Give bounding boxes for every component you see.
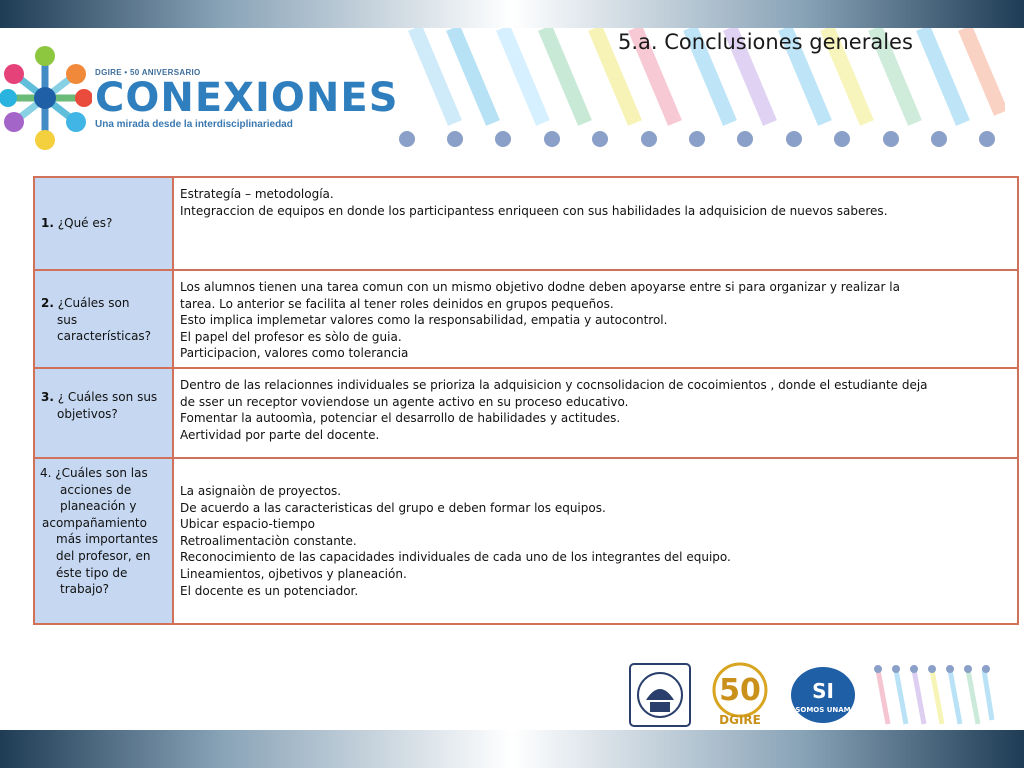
answer-cell xyxy=(173,270,1018,368)
dgire-50-logo xyxy=(714,664,766,727)
answer-line: Aertividad por parte del docente. xyxy=(180,427,380,442)
answer-line: Retroalimentaciòn constante. xyxy=(180,533,357,548)
slide-title: 5.a. Conclusiones generales xyxy=(618,30,913,54)
answer-cell xyxy=(173,458,1018,624)
logo-anniversary: DGIRE • 50 ANIVERSARIO xyxy=(95,68,201,77)
question-number: 1. xyxy=(41,216,54,230)
answer-line: Integraccion de equipos en donde los participantess enriqueen con sus habilidades la adquisicion de nuevos saberes. xyxy=(180,203,888,218)
question-number: 2. xyxy=(41,296,54,310)
answer-line: Ubicar espacio-tiempo xyxy=(180,517,315,532)
answer-line: Esto implica implemetar valores como la responsabilidad, empatia y autocontrol. xyxy=(180,313,668,328)
question-text: ¿ Cuáles son sus xyxy=(57,390,158,404)
question-text: 4. ¿Cuáles son las xyxy=(40,466,148,480)
question-text: éste tipo de xyxy=(56,565,128,580)
si-label: SI xyxy=(812,679,834,703)
question-text: ¿Qué es? xyxy=(57,216,113,230)
unam-seal-icon xyxy=(630,664,690,726)
question-number: 3. xyxy=(41,390,54,404)
answer-cell xyxy=(173,368,1018,458)
question-text: del profesor, en xyxy=(56,548,151,563)
question-text: trabajo? xyxy=(60,582,110,597)
answer-line: El docente es un potenciador. xyxy=(180,583,359,598)
si-somos-unam-logo xyxy=(791,667,855,723)
decorative-stripes-bottom xyxy=(878,670,992,724)
answer-line: Lineamientos, ojbetivos y planeación. xyxy=(180,566,407,581)
table-row xyxy=(34,270,1018,368)
question-text: sus xyxy=(57,312,78,327)
question-text: planeación y xyxy=(60,499,137,514)
logo-name: CONEXIONES xyxy=(95,75,399,121)
conexiones-logo-icon xyxy=(0,44,92,154)
answer-line: Dentro de las relacionnes individuales se prioriza la adquisicion y cocnsolidacion de cocoimientos , donde el estudiante deja xyxy=(180,378,928,392)
question-cell xyxy=(34,458,173,624)
answer-line: Participacion, valores como tolerancia xyxy=(180,346,409,361)
table-row xyxy=(34,368,1018,458)
answer-line: Los alumnos tienen una tarea comun con un mismo objetivo dodne deben apoyarse entre si para organizar y realizar la xyxy=(180,280,900,294)
answer-line: Estrategía – metodología. xyxy=(180,187,334,201)
table-row xyxy=(34,458,1018,624)
answer-line: Fomentar la autoomìa, potenciar el desarrollo de habilidades y actitudes. xyxy=(180,411,621,426)
question-cell xyxy=(34,368,173,458)
question-text: más importantes xyxy=(56,532,159,547)
footer-logos xyxy=(628,660,998,730)
si-sub-label: SOMOS UNAM xyxy=(795,706,851,714)
question-text: acompañamiento xyxy=(42,515,147,530)
answer-line: tarea. Lo anterior se facilita al tener roles deinidos en grupos pequeños. xyxy=(180,296,614,311)
dgire-label: DGIRE xyxy=(719,713,761,727)
question-text: objetivos? xyxy=(57,406,118,421)
answer-line: Reconocimiento de las capacidades individuales de cada uno de los integrantes del equipo. xyxy=(180,550,731,565)
logo-tagline: Una mirada desde la interdisciplinariedad xyxy=(95,119,293,130)
conclusions-table xyxy=(33,176,1019,625)
answer-line: El papel del profesor es sòlo de guia. xyxy=(180,329,402,344)
answer-line: La asignaiòn de proyectos. xyxy=(180,484,342,498)
answer-line: De acuerdo a las caracteristicas del grupo e deben formar los equipos. xyxy=(180,500,606,515)
top-frame-band xyxy=(0,0,1024,28)
question-cell xyxy=(34,270,173,368)
answer-cell xyxy=(173,177,1018,270)
conexiones-logo-text xyxy=(95,68,399,130)
question-text: acciones de xyxy=(60,482,132,497)
answer-line: de sser un receptor voviendose un agente activo en su proceso educativo. xyxy=(180,394,629,409)
bottom-frame-band xyxy=(0,730,1024,768)
dgire-number: 50 xyxy=(719,673,761,708)
question-text: ¿Cuáles son xyxy=(57,296,130,310)
question-cell xyxy=(34,177,173,270)
question-text: características? xyxy=(57,329,152,344)
table-row xyxy=(34,177,1018,270)
